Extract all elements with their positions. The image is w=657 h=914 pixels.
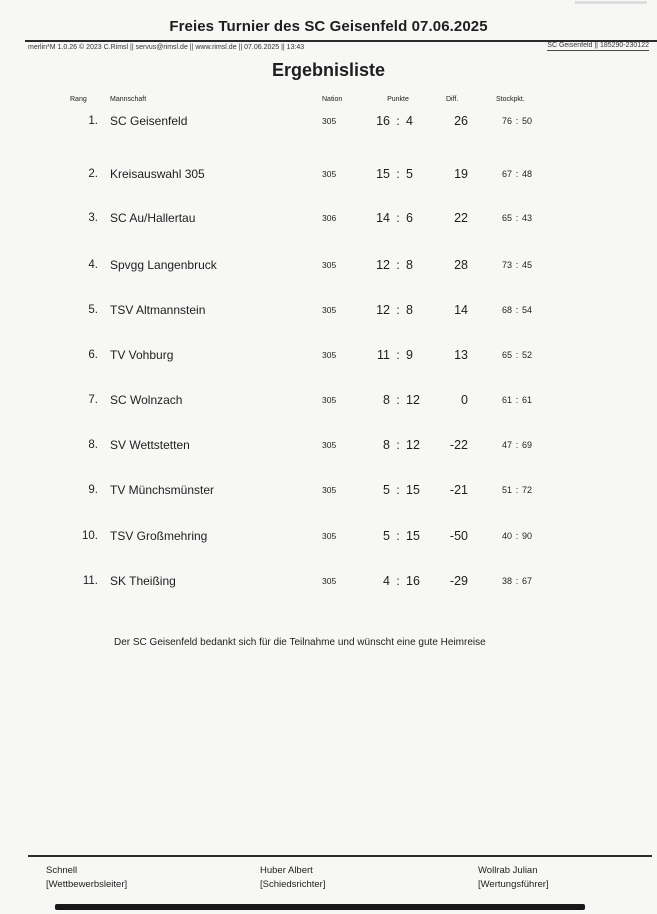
points-won-cell: 15: [376, 167, 390, 181]
signer-name: Wollrab Julian: [478, 865, 538, 876]
stock-against-cell: 90: [522, 531, 533, 541]
stock-against-cell: 72: [522, 485, 533, 495]
stock-for-cell: 40: [501, 531, 512, 541]
points-won-cell: 5: [383, 483, 390, 497]
stock-colon: :: [515, 531, 519, 541]
club-id-line: SC Geisenfeld || 185290-230122: [547, 42, 649, 49]
team-cell: SK Theißing: [110, 574, 176, 588]
stock-against-cell: 61: [522, 395, 533, 405]
points-lost-cell: 4: [406, 114, 413, 128]
table-row: [0, 303, 657, 319]
diff-cell: -50: [449, 529, 468, 543]
rank-cell: 10.: [82, 530, 98, 542]
points-lost-cell: 12: [406, 393, 420, 407]
stock-against-cell: 52: [522, 350, 533, 360]
points-lost-cell: 8: [406, 303, 413, 317]
diff-cell: 22: [454, 211, 468, 225]
team-cell: Spvgg Langenbruck: [110, 258, 217, 272]
points-won-cell: 11: [377, 348, 390, 362]
diff-cell: -21: [449, 483, 468, 497]
rank-cell: 5.: [88, 304, 98, 316]
team-cell: Kreisauswahl 305: [110, 167, 205, 181]
points-colon: :: [396, 438, 400, 452]
footer-divider-line: [28, 855, 652, 857]
signer-role: [Wettbewerbsleiter]: [46, 879, 128, 890]
nation-cell: 305: [322, 440, 337, 450]
diff-cell: 26: [454, 114, 468, 128]
table-row: [0, 438, 657, 454]
stock-against-cell: 54: [522, 305, 533, 315]
table-row: [0, 211, 657, 227]
column-header-mannschaft: Mannschaft: [110, 96, 147, 103]
team-cell: TSV Großmehring: [110, 529, 208, 543]
nation-cell: 305: [322, 576, 337, 586]
team-cell: SV Wettstetten: [110, 438, 190, 452]
nation-cell: 305: [322, 395, 337, 405]
rank-cell: 1.: [88, 115, 98, 127]
closing-message: Der SC Geisenfeld bedankt sich für die Teilnahme und wünscht eine gute Heimreise: [114, 637, 486, 648]
stock-colon: :: [515, 169, 519, 179]
diff-cell: 13: [454, 348, 468, 362]
stock-for-cell: 65: [501, 213, 512, 223]
points-lost-cell: 15: [406, 483, 420, 497]
table-row: [0, 167, 657, 183]
table-row: [0, 574, 657, 590]
document-title: Freies Turnier des SC Geisenfeld 07.06.2025: [169, 18, 488, 35]
team-cell: TV Vohburg: [110, 348, 174, 362]
diff-cell: 0: [461, 393, 468, 407]
signer-wettbewerbsleiter: [46, 864, 127, 892]
stock-against-cell: 67: [522, 576, 533, 586]
stock-for-cell: 67: [501, 169, 512, 179]
table-row: [0, 114, 657, 130]
points-won-cell: 16: [376, 114, 390, 128]
column-header-punkte: Punkte: [387, 96, 409, 103]
stock-for-cell: 61: [501, 395, 512, 405]
points-won-cell: 8: [383, 393, 390, 407]
scan-edge-artifact: [55, 904, 585, 910]
rank-cell: 3.: [88, 212, 98, 224]
page-heading: Ergebnisliste: [271, 60, 386, 80]
team-cell: TV Münchsmünster: [110, 483, 215, 497]
stock-for-cell: 65: [501, 350, 512, 360]
stock-against-cell: 69: [522, 440, 533, 450]
nation-cell: 305: [322, 116, 337, 126]
rank-cell: 9.: [88, 484, 98, 496]
table-row: [0, 348, 657, 364]
diff-cell: 14: [454, 303, 468, 317]
signer-role: [Schiedsrichter]: [260, 879, 326, 890]
points-colon: :: [396, 348, 400, 362]
nation-cell: 305: [322, 169, 337, 179]
team-cell: SC Geisenfeld: [110, 114, 188, 128]
stock-colon: :: [515, 350, 519, 360]
stock-for-cell: 38: [501, 576, 512, 586]
points-colon: :: [396, 211, 400, 225]
diff-cell: -29: [449, 574, 468, 588]
software-credit-line: merlin*M 1.0.26 © 2023 C.Rimsl || servus@rimsl.de || www.rimsl.de || 07.06.2025 || 13:43: [28, 44, 305, 51]
rank-cell: 7.: [88, 394, 98, 406]
signer-name: Schnell: [46, 865, 78, 876]
stock-colon: :: [515, 260, 519, 270]
points-lost-cell: 16: [406, 574, 420, 588]
signer-name: Huber Albert: [260, 865, 313, 876]
diff-cell: 19: [454, 167, 468, 181]
column-header-rang: Rang: [70, 96, 87, 103]
rank-cell: 6.: [88, 349, 98, 361]
points-colon: :: [396, 303, 400, 317]
stock-colon: :: [515, 395, 519, 405]
points-colon: :: [396, 258, 400, 272]
diff-cell: 28: [454, 258, 468, 272]
nation-cell: 305: [322, 485, 337, 495]
rank-cell: 8.: [88, 439, 98, 451]
stock-for-cell: 47: [501, 440, 512, 450]
rank-cell: 11.: [82, 575, 98, 587]
points-colon: :: [396, 114, 400, 128]
nation-cell: 305: [322, 531, 337, 541]
stock-for-cell: 51: [501, 485, 512, 495]
table-row: [0, 258, 657, 274]
team-cell: SC Au/Hallertau: [110, 211, 196, 225]
points-won-cell: 14: [376, 211, 390, 225]
signer-schiedsrichter: [260, 864, 325, 892]
points-lost-cell: 12: [406, 438, 420, 452]
stock-against-cell: 45: [522, 260, 533, 270]
scan-artifact-top: [575, 1, 647, 4]
stock-for-cell: 73: [501, 260, 512, 270]
points-colon: :: [396, 574, 400, 588]
stock-for-cell: 68: [501, 305, 512, 315]
stock-colon: :: [515, 576, 519, 586]
points-won-cell: 4: [383, 574, 390, 588]
points-lost-cell: 6: [406, 211, 413, 225]
column-header-stockpkt: Stockpkt.: [496, 96, 525, 103]
points-colon: :: [396, 167, 400, 181]
points-won-cell: 8: [383, 438, 390, 452]
points-lost-cell: 5: [406, 167, 413, 181]
stock-for-cell: 76: [501, 116, 512, 126]
points-lost-cell: 9: [406, 348, 413, 362]
stock-colon: :: [515, 213, 519, 223]
points-colon: :: [396, 483, 400, 497]
column-header-nation: Nation: [322, 96, 343, 103]
table-row: [0, 483, 657, 499]
results-table-header: [0, 96, 657, 106]
stock-against-cell: 43: [522, 213, 533, 223]
signer-wertungsfuehrer: [478, 864, 549, 892]
team-cell: TSV Altmannstein: [110, 303, 206, 317]
points-won-cell: 5: [383, 529, 390, 543]
stock-colon: :: [515, 440, 519, 450]
stock-against-cell: 50: [522, 116, 533, 126]
stock-colon: :: [515, 116, 519, 126]
nation-cell: 306: [322, 213, 337, 223]
stock-colon: :: [515, 485, 519, 495]
table-row: [0, 529, 657, 545]
stock-colon: :: [515, 305, 519, 315]
team-cell: SC Wolnzach: [110, 393, 183, 407]
nation-cell: 305: [322, 305, 337, 315]
diff-cell: -22: [449, 438, 468, 452]
nation-cell: 305: [322, 350, 337, 360]
column-header-diff: Diff.: [446, 96, 459, 103]
nation-cell: 305: [322, 260, 337, 270]
rank-cell: 4.: [88, 259, 98, 271]
points-lost-cell: 15: [406, 529, 420, 543]
points-won-cell: 12: [376, 303, 390, 317]
table-row: [0, 393, 657, 409]
points-lost-cell: 8: [406, 258, 413, 272]
signer-role: [Wertungsführer]: [478, 879, 549, 890]
points-colon: :: [396, 529, 400, 543]
stock-against-cell: 48: [522, 169, 533, 179]
points-won-cell: 12: [376, 258, 390, 272]
rank-cell: 2.: [88, 168, 98, 180]
points-colon: :: [396, 393, 400, 407]
